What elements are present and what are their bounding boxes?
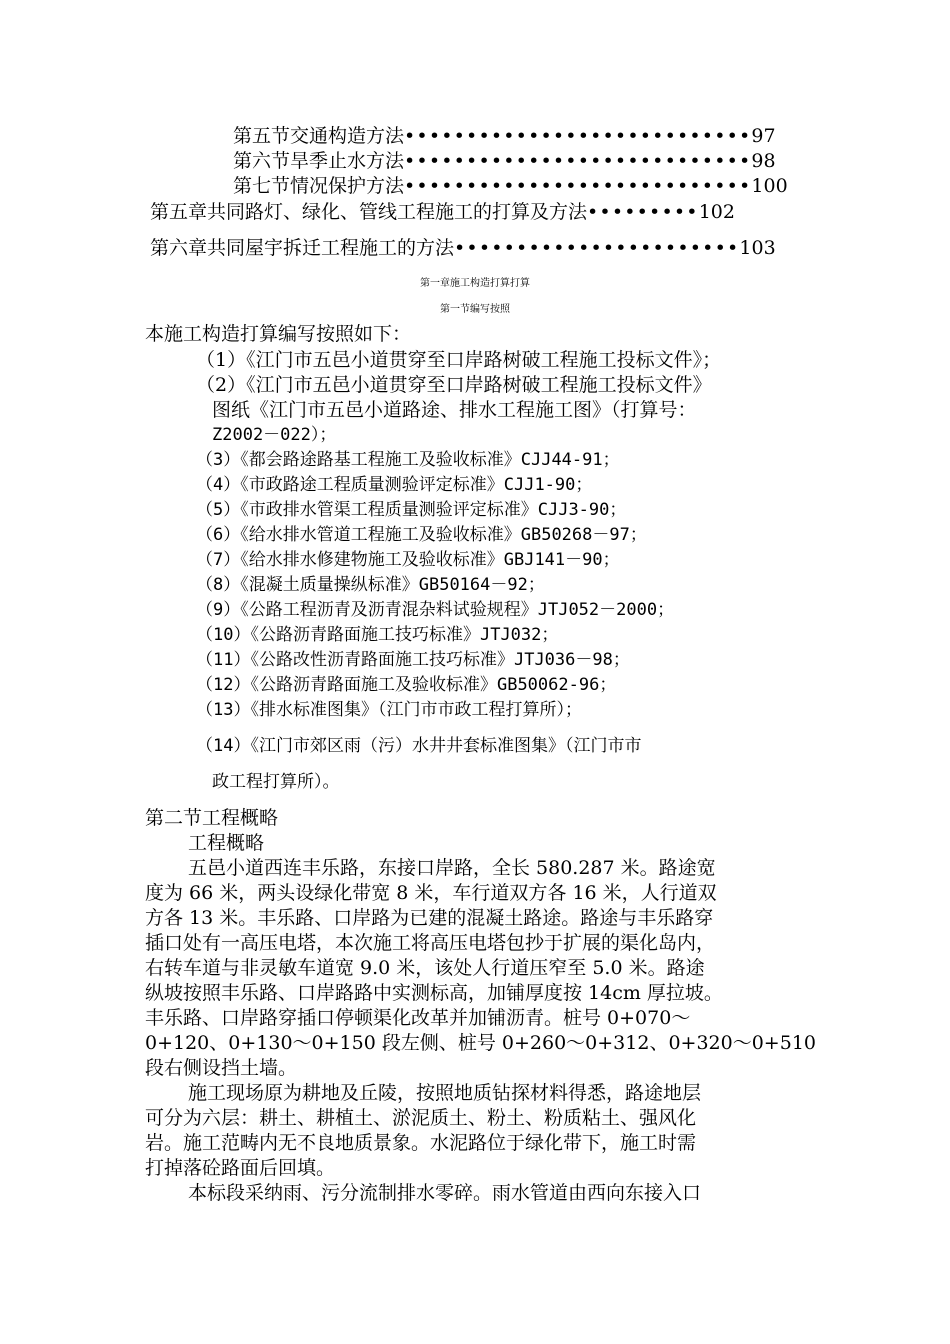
paragraph-line: 岩。施工范畴内无不良地质景象。水泥路位于绿化带下，施工时需 xyxy=(145,1132,697,1154)
reference-item: （11）《公路改性沥青路面施工技巧标准》JTJ036－98； xyxy=(196,650,630,670)
toc-entry-title: 第七节情况保护方法 xyxy=(233,175,405,197)
reference-item: 图纸《江门市五邑小道路途、排水工程施工图》（打算号： xyxy=(212,399,697,421)
reference-item: （2）《江门市五邑小道贯穿至口岸路树破工程施工投标文件》 xyxy=(196,374,712,396)
toc-page-number: 97 xyxy=(751,125,776,147)
reference-item: （12）《公路沥青路面施工及验收标准》GB50062-96； xyxy=(196,675,617,695)
chapter-title: 第一章施工构造打算打算 xyxy=(420,278,530,289)
paragraph-line: 本标段采纳雨、污分流制排水零碎。雨水管道由西向东接入口 xyxy=(188,1182,702,1204)
paragraph-line: 施工现场原为耕地及丘陵，按照地质钻探材料得悉，路途地层 xyxy=(188,1082,702,1104)
toc-entry[interactable] xyxy=(150,236,776,260)
toc-page-number: 102 xyxy=(698,201,735,223)
subsection-title: 工程概略 xyxy=(188,832,265,854)
reference-item: （8）《混凝土质量操纵标准》GB50164－92； xyxy=(196,575,545,595)
paragraph-line: 插口处有一高压电塔，本次施工将高压电塔包抄于扩展的渠化岛内， xyxy=(145,932,716,954)
toc-leader-dots: •••••••••••••••••••••••••••• xyxy=(404,150,752,172)
paragraph-line: 度为 66 米，两头设绿化带宽 8 米，车行道双方各 16 米，人行道双 xyxy=(145,882,717,904)
toc-entry-title: 第六章共同屋宇拆迁工程施工的方法 xyxy=(150,237,455,259)
toc-leader-dots: ••••••••• xyxy=(587,201,699,223)
paragraph-line: 纵坡按照丰乐路、口岸路路中实测标高，加铺厚度按 14cm 厚拉坡。 xyxy=(145,982,723,1004)
section-title: 第二节工程概略 xyxy=(145,807,279,829)
reference-item: （1）《江门市五邑小道贯穿至口岸路树破工程施工投标文件》； xyxy=(196,349,722,371)
toc-entry-title: 第五章共同路灯、绿化、管线工程施工的打算及方法 xyxy=(150,201,588,223)
paragraph-line: 可分为六层：耕土、耕植土、淤泥质土、粉土、粉质粘土、强风化 xyxy=(145,1107,697,1129)
intro-text: 本施工构造打算编写按照如下： xyxy=(145,323,412,345)
toc-entry-title: 第五节交通构造方法 xyxy=(233,125,405,147)
reference-item: （13）《排水标准图集》（江门市市政工程打算所）； xyxy=(196,700,582,720)
paragraph-line: 右转车道与非灵敏车道宽 9.0 米，该处人行道压窄至 5.0 米。路途 xyxy=(145,957,705,979)
reference-item: （14）《江门市郊区雨（污）水井井套标准图集》（江门市市 xyxy=(196,736,642,756)
reference-item: Z2002－022）； xyxy=(212,425,337,445)
reference-item: 政工程打算所）。 xyxy=(212,772,340,792)
reference-item: （6）《给水排水管道工程施工及验收标准》GB50268－97； xyxy=(196,525,647,545)
paragraph-line: 丰乐路、口岸路穿插口停顿渠化改革并加铺沥青。桩号 0+070～ xyxy=(145,1007,691,1029)
toc-leader-dots: ••••••••••••••••••••••• xyxy=(454,237,740,259)
toc-leader-dots: •••••••••••••••••••••••••••• xyxy=(404,175,752,197)
toc-entry[interactable] xyxy=(233,174,788,198)
paragraph-line: 五邑小道西连丰乐路，东接口岸路，全长 580.287 米。路途宽 xyxy=(188,857,716,879)
toc-page-number: 100 xyxy=(751,175,788,197)
reference-item: （3）《都会路途路基工程施工及验收标准》CJJ44-91； xyxy=(196,450,620,470)
toc-page-number: 103 xyxy=(739,237,776,259)
toc-leader-dots: •••••••••••••••••••••••••••• xyxy=(404,125,752,147)
toc-entry-title: 第六节旱季止水方法 xyxy=(233,150,405,172)
reference-item: （10）《公路沥青路面施工技巧标准》JTJ032； xyxy=(196,625,559,645)
toc-entry[interactable] xyxy=(233,124,776,148)
paragraph-line: 0+120、0+130～0+150 段左侧、桩号 0+260～0+312、0+320～0+510 xyxy=(145,1032,816,1054)
paragraph-line: 方各 13 米。丰乐路、口岸路为已建的混凝土路途。路途与丰乐路穿 xyxy=(145,907,714,929)
reference-item: （7）《给水排水修建物施工及验收标准》GBJ141－90； xyxy=(196,550,620,570)
paragraph-line: 段右侧设挡土墙。 xyxy=(145,1057,298,1079)
reference-item: （4）《市政路途工程质量测验评定标准》CJJ1-90； xyxy=(196,475,593,495)
reference-item: （5）《市政排水管渠工程质量测验评定标准》CJJ3-90； xyxy=(196,500,627,520)
toc-page-number: 98 xyxy=(751,150,776,172)
reference-item: （9）《公路工程沥青及沥青混杂料试验规程》JTJ052－2000； xyxy=(196,600,675,620)
section-title: 第一节编写按照 xyxy=(440,304,510,315)
toc-entry[interactable] xyxy=(233,149,776,173)
paragraph-line: 打掉落砼路面后回填。 xyxy=(145,1157,336,1179)
toc-entry[interactable] xyxy=(150,200,735,224)
